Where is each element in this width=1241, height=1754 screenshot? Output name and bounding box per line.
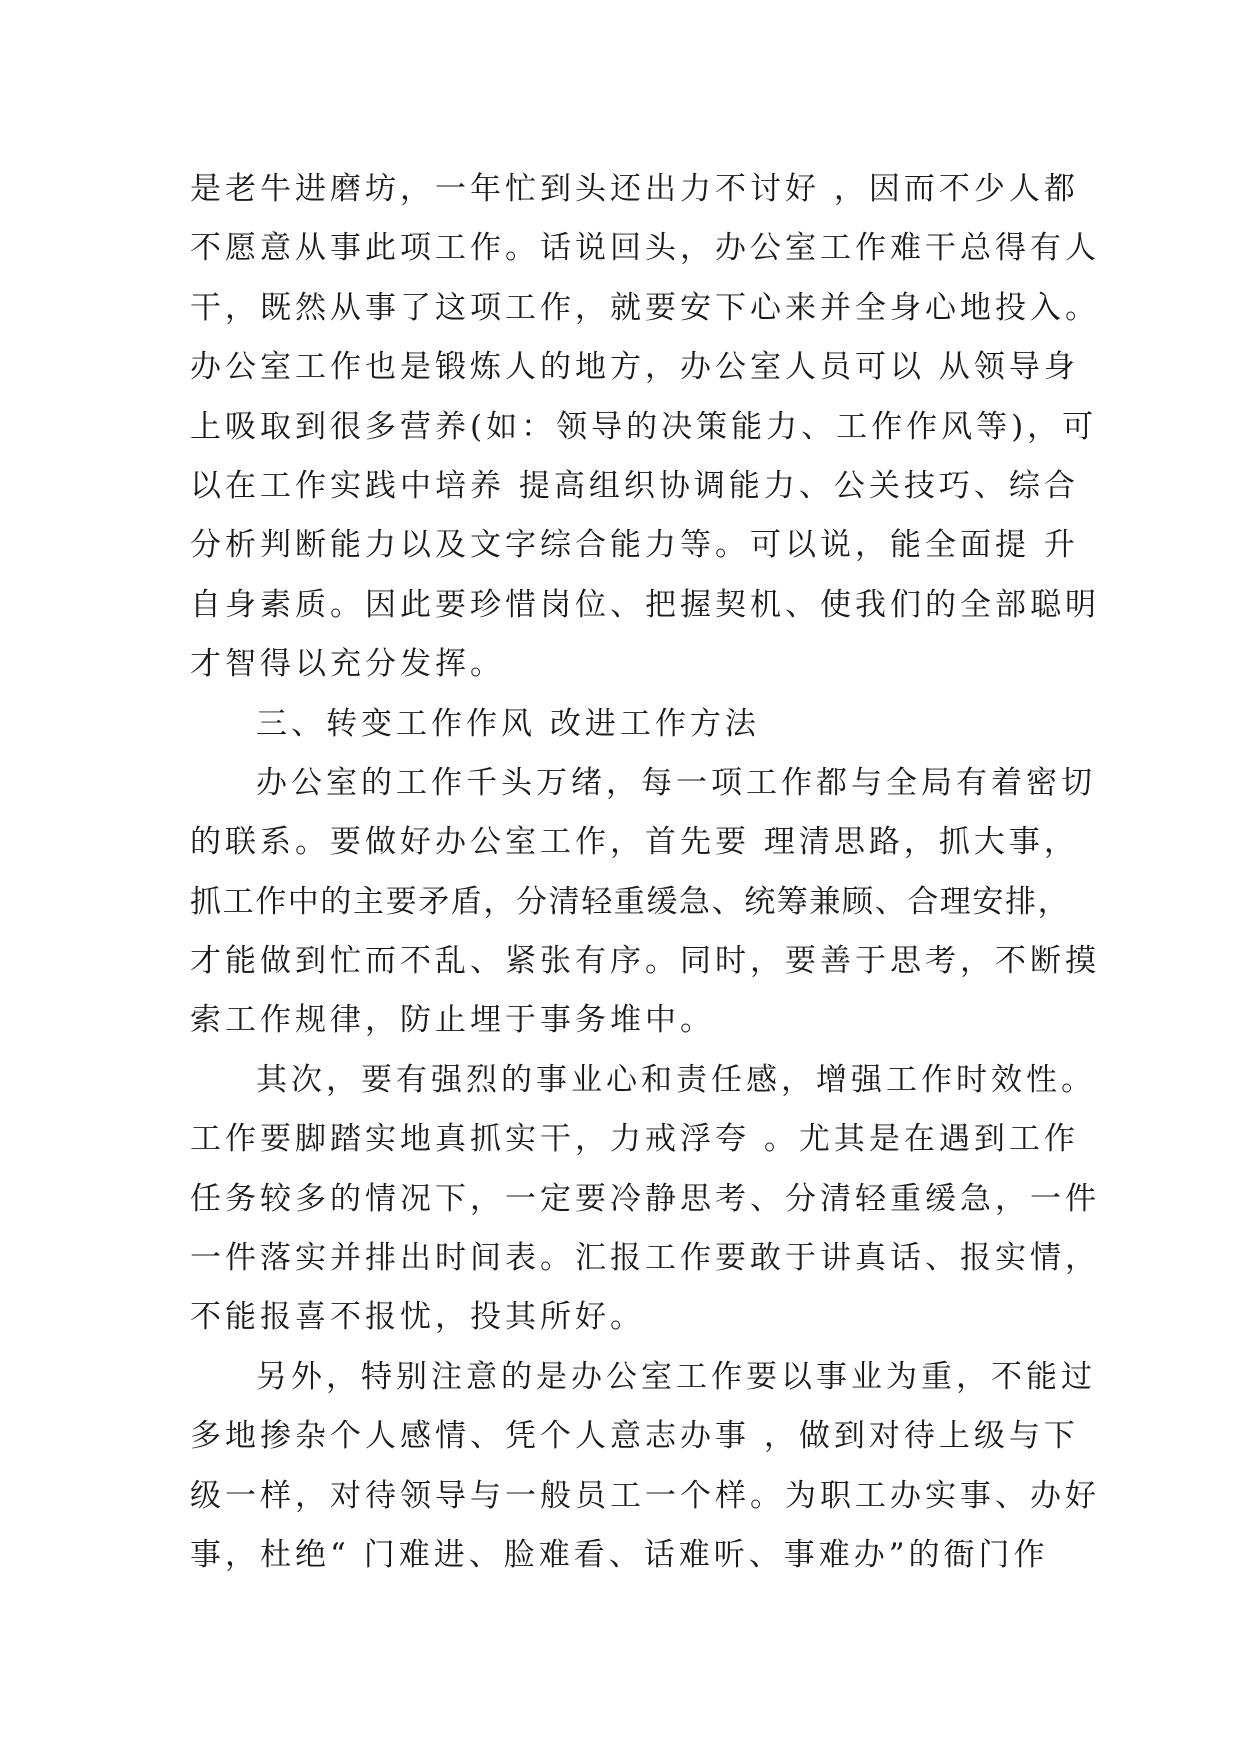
text-line: 工作要脚踏实地真抓实干，力戒浮夸 。尤其是在遇到工作 xyxy=(190,1121,1079,1158)
text-line: 不能报喜不报忧，投其所好。 xyxy=(190,1299,645,1336)
body-text xyxy=(190,160,1100,1585)
text-line: 才智得以充分发挥。 xyxy=(190,646,505,683)
text-line: 的联系。要做好办公室工作，首先要 理清思路，抓大事， xyxy=(190,824,1079,861)
text-line: 多地掺杂个人感情、凭个人意志办事 ，做到对待上级与下 xyxy=(190,1418,1079,1455)
text-line: 任务较多的情况下，一定要冷静思考、分清轻重缓急，一件 xyxy=(190,1180,1100,1217)
text-line: 不愿意从事此项工作。话说回头，办公室工作难干总得有人 xyxy=(190,230,1100,267)
text-line: 办公室工作也是锻炼人的地方，办公室人员可以 从领导身 xyxy=(190,349,1079,386)
text-line: 抓工作中的主要矛盾，分清轻重缓急、统筹兼顾、合理安排， xyxy=(190,883,1071,920)
text-line: 级一样，对待领导与一般员工一个样。为职工办实事、办好 xyxy=(190,1477,1100,1514)
section-heading: 三、转变工作作风 改进工作方法 xyxy=(256,705,760,742)
text-line: 上吸取到很多营养(如：领导的决策能力、工作作风等)，可 xyxy=(190,408,1098,445)
text-line: 自身素质。因此要珍惜岗位、把握契机、使我们的全部聪明 xyxy=(190,586,1100,623)
text-line: 另外，特别注意的是办公室工作要以事业为重，不能过 xyxy=(256,1358,1096,1395)
text-line: 才能做到忙而不乱、紧张有序。同时，要善于思考，不断摸 xyxy=(190,943,1100,980)
text-line: 索工作规律，防止埋于事务堆中。 xyxy=(190,1002,715,1039)
text-line: 办公室的工作千头万绪，每一项工作都与全局有着密切 xyxy=(256,764,1096,801)
text-line: 以在工作实践中培养 提高组织协调能力、公关技巧、综合 xyxy=(190,467,1079,504)
text-line: 一件落实并排出时间表。汇报工作要敢于讲真话、报实情， xyxy=(190,1240,1100,1277)
text-line: 干，既然从事了这项工作，就要安下心来并全身心地投入。 xyxy=(190,289,1100,326)
text-line: 事，杜绝“ 门难进、脸难看、话难听、事难办”的衙门作 xyxy=(190,1536,1049,1573)
text-line: 是老牛进磨坊，一年忙到头还出力不讨好 ，因而不少人都 xyxy=(190,171,1079,207)
text-line: 其次，要有强烈的事业心和责任感，增强工作时效性。 xyxy=(256,1061,1096,1098)
text-line: 分析判断能力以及文字综合能力等。可以说，能全面提 升 xyxy=(190,527,1079,564)
